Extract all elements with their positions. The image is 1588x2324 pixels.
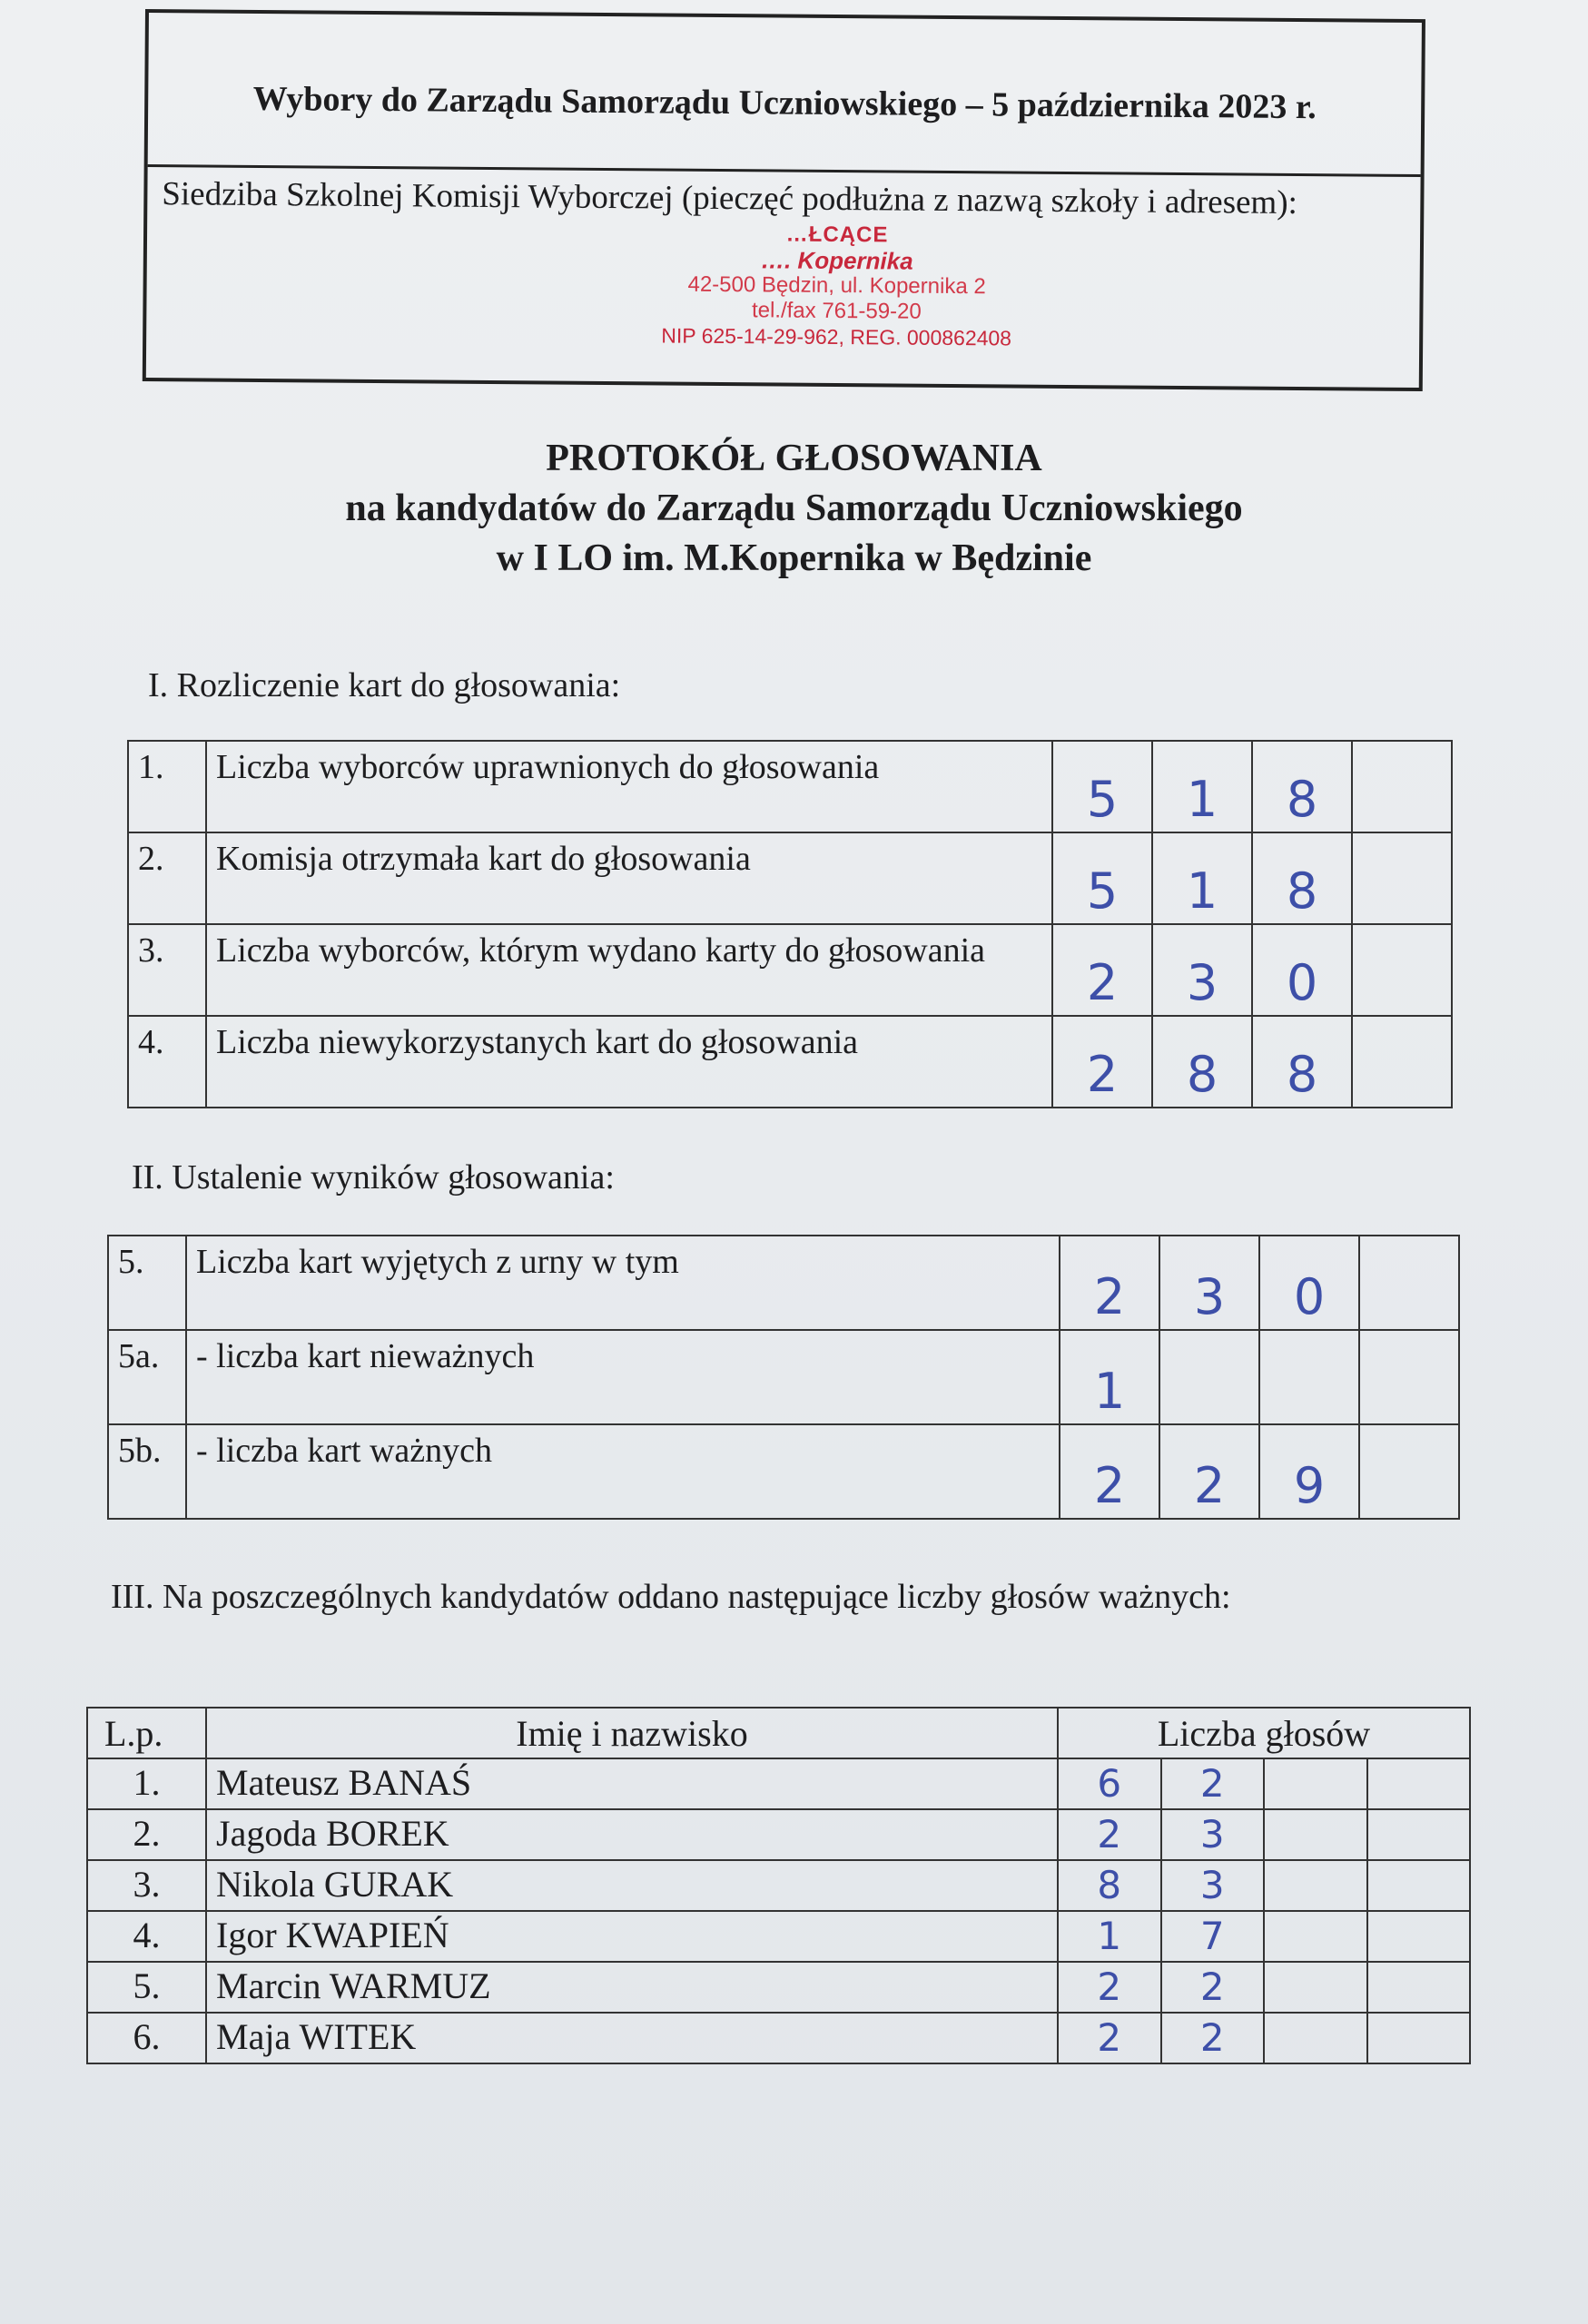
handwritten-digit — [1359, 1330, 1459, 1424]
candidate-number: 5. — [87, 1962, 206, 2013]
vote-digit: 8 — [1058, 1860, 1161, 1911]
col-header-name: Imię i nazwisko — [206, 1708, 1058, 1758]
row-number: 1. — [128, 741, 206, 832]
row-label: - liczba kart ważnych — [186, 1424, 1060, 1519]
title-line-1: PROTOKÓŁ GŁOSOWANIA — [546, 438, 1042, 479]
table-row — [128, 924, 1452, 1016]
handwritten-digit: 2 — [1052, 924, 1152, 1016]
handwritten-digit: 1 — [1060, 1330, 1159, 1424]
table-row — [108, 1236, 1459, 1330]
stamp-line-4: tel./fax 761-59-20 — [751, 298, 922, 324]
candidate-row — [87, 2013, 1470, 2063]
stamp-line-5: NIP 625-14-29-962, REG. 000862408 — [661, 323, 1012, 350]
candidate-name: Mateusz BANAŚ — [206, 1758, 1058, 1809]
vote-digit — [1264, 1809, 1367, 1860]
candidate-row — [87, 1809, 1470, 1860]
vote-digit: 7 — [1161, 1911, 1265, 1962]
vote-digit — [1367, 1860, 1471, 1911]
handwritten-digit: 3 — [1159, 1236, 1259, 1330]
vote-digit — [1264, 2013, 1367, 2063]
document-title — [0, 434, 1588, 584]
candidate-name: Jagoda BOREK — [206, 1809, 1058, 1860]
row-number: 3. — [128, 924, 206, 1016]
vote-digit — [1367, 2013, 1471, 2063]
row-label: Liczba wyborców, którym wydano karty do głosowania — [206, 924, 1052, 1016]
table-row — [128, 832, 1452, 924]
vote-digit — [1367, 1809, 1471, 1860]
candidate-name: Marcin WARMUZ — [206, 1962, 1058, 2013]
election-title: Wybory do Zarządu Samorządu Uczniowskiego – 5 października 2023 r. — [148, 13, 1422, 177]
row-label: Komisja otrzymała kart do głosowania — [206, 832, 1052, 924]
school-stamp — [582, 221, 1091, 351]
col-header-votes: Liczba głosów — [1058, 1708, 1470, 1758]
table-row — [128, 741, 1452, 832]
vote-digit — [1264, 1758, 1367, 1809]
row-label: Liczba wyborców uprawnionych do głosowania — [206, 741, 1052, 832]
stamp-line-3: 42-500 Będzin, ul. Kopernika 2 — [687, 271, 986, 300]
row-number: 2. — [128, 832, 206, 924]
vote-digit — [1367, 1962, 1471, 2013]
vote-digit: 2 — [1058, 1962, 1161, 2013]
section-3-heading: III. Na poszczególnych kandydatów oddano następujące liczby głosów ważnych: — [111, 1578, 1231, 1616]
vote-digit — [1264, 1860, 1367, 1911]
row-number: 5b. — [108, 1424, 186, 1519]
handwritten-digit — [1352, 741, 1452, 832]
handwritten-digit: 8 — [1252, 1016, 1352, 1108]
handwritten-digit: 8 — [1252, 832, 1352, 924]
candidate-number: 1. — [87, 1758, 206, 1809]
handwritten-digit: 2 — [1060, 1236, 1159, 1330]
title-line-2: na kandydatów do Zarządu Samorządu Uczniowskiego — [345, 487, 1243, 529]
handwritten-digit: 1 — [1152, 832, 1252, 924]
candidate-name: Igor KWAPIEŃ — [206, 1911, 1058, 1962]
candidate-name: Nikola GURAK — [206, 1860, 1058, 1911]
handwritten-digit: 8 — [1152, 1016, 1252, 1108]
handwritten-digit: 5 — [1052, 741, 1152, 832]
candidate-row — [87, 1911, 1470, 1962]
row-number: 5. — [108, 1236, 186, 1330]
table-row — [108, 1330, 1459, 1424]
header-box — [143, 9, 1425, 391]
voting-results-table — [107, 1235, 1460, 1520]
vote-digit: 2 — [1161, 2013, 1265, 2063]
vote-digit — [1367, 1911, 1471, 1962]
candidate-number: 4. — [87, 1911, 206, 1962]
handwritten-digit — [1259, 1330, 1359, 1424]
col-header-no: L.p. — [87, 1708, 206, 1758]
vote-digit: 2 — [1058, 1809, 1161, 1860]
ballot-accounting-table — [127, 740, 1453, 1108]
handwritten-digit — [1359, 1424, 1459, 1519]
row-number: 4. — [128, 1016, 206, 1108]
handwritten-digit — [1352, 832, 1452, 924]
handwritten-digit: 8 — [1252, 741, 1352, 832]
row-label: - liczba kart nieważnych — [186, 1330, 1060, 1424]
vote-digit: 2 — [1058, 2013, 1161, 2063]
handwritten-digit: 5 — [1052, 832, 1152, 924]
title-line-3: w I LO im. M.Kopernika w Będzinie — [496, 537, 1092, 579]
handwritten-digit: 1 — [1152, 741, 1252, 832]
stamp-line-1: …ŁCĄCE — [785, 222, 889, 248]
candidate-row — [87, 1962, 1470, 2013]
candidates-table — [86, 1707, 1471, 2064]
row-label: Liczba kart wyjętych z urny w tym — [186, 1236, 1060, 1330]
row-number: 5a. — [108, 1330, 186, 1424]
vote-digit: 3 — [1161, 1809, 1265, 1860]
vote-digit — [1367, 1758, 1471, 1809]
table-row — [128, 1016, 1452, 1108]
vote-digit: 2 — [1161, 1758, 1265, 1809]
handwritten-digit: 0 — [1259, 1236, 1359, 1330]
table-row — [108, 1424, 1459, 1519]
candidate-number: 3. — [87, 1860, 206, 1911]
candidate-number: 2. — [87, 1809, 206, 1860]
handwritten-digit — [1359, 1236, 1459, 1330]
handwritten-digit — [1159, 1330, 1259, 1424]
handwritten-digit: 9 — [1259, 1424, 1359, 1519]
handwritten-digit: 0 — [1252, 924, 1352, 1016]
vote-digit: 2 — [1161, 1962, 1265, 2013]
candidate-row — [87, 1758, 1470, 1809]
candidate-number: 6. — [87, 2013, 206, 2063]
handwritten-digit: 3 — [1152, 924, 1252, 1016]
vote-digit — [1264, 1962, 1367, 2013]
handwritten-digit: 2 — [1060, 1424, 1159, 1519]
handwritten-digit — [1352, 1016, 1452, 1108]
candidate-name: Maja WITEK — [206, 2013, 1058, 2063]
vote-digit: 6 — [1058, 1758, 1161, 1809]
vote-digit: 1 — [1058, 1911, 1161, 1962]
seat-label: Siedziba Szkolnej Komisji Wyborczej (pieczęć podłużna z nazwą szkoły i adresem): — [162, 175, 1298, 222]
section-1-heading: I. Rozliczenie kart do głosowania: — [148, 666, 621, 704]
candidate-row — [87, 1860, 1470, 1911]
handwritten-digit — [1352, 924, 1452, 1016]
row-label: Liczba niewykorzystanych kart do głosowania — [206, 1016, 1052, 1108]
vote-digit — [1264, 1911, 1367, 1962]
section-2-heading: II. Ustalenie wyników głosowania: — [132, 1158, 615, 1196]
stamp-line-2: …. Kopernika — [760, 246, 913, 275]
vote-digit: 3 — [1161, 1860, 1265, 1911]
handwritten-digit: 2 — [1052, 1016, 1152, 1108]
handwritten-digit: 2 — [1159, 1424, 1259, 1519]
header-row — [87, 1708, 1470, 1758]
